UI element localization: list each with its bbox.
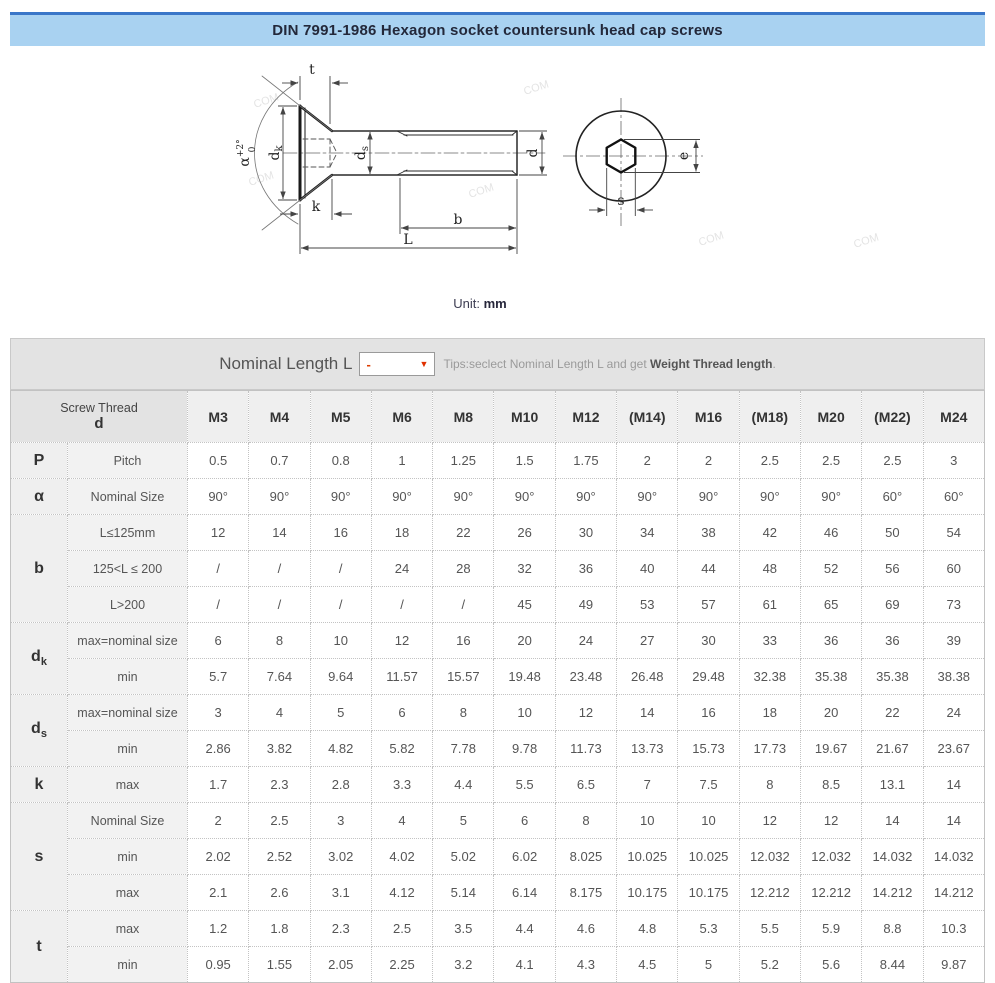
value-cell: 3.1 — [310, 875, 371, 911]
dropdown-arrow-icon: ▼ — [419, 358, 429, 369]
value-cell: 1.75 — [555, 443, 616, 479]
column-header: M5 — [310, 391, 371, 443]
value-cell: 2.05 — [310, 947, 371, 983]
value-cell: 39 — [923, 623, 984, 659]
value-cell: 7.78 — [433, 731, 494, 767]
value-cell: 8 — [739, 767, 800, 803]
page-header — [10, 12, 985, 46]
value-cell: 52 — [800, 551, 861, 587]
value-cell: 2.5 — [739, 443, 800, 479]
value-cell: 10 — [617, 803, 678, 839]
table-row — [11, 803, 985, 839]
value-cell: 6.14 — [494, 875, 555, 911]
value-cell: 23.67 — [923, 731, 984, 767]
value-cell: 5.2 — [739, 947, 800, 983]
row-param-label: t — [11, 911, 68, 983]
value-cell: 8 — [249, 623, 310, 659]
value-cell: 6.02 — [494, 839, 555, 875]
value-cell: 3.02 — [310, 839, 371, 875]
table-row — [11, 839, 985, 875]
value-cell: 90° — [249, 479, 310, 515]
value-cell: 32 — [494, 551, 555, 587]
value-cell: 4 — [371, 803, 432, 839]
screw-end-view — [563, 98, 703, 226]
value-cell: 4.4 — [494, 911, 555, 947]
value-cell: 2.5 — [249, 803, 310, 839]
value-cell: 42 — [739, 515, 800, 551]
value-cell: 12.032 — [739, 839, 800, 875]
value-cell: 16 — [433, 623, 494, 659]
row-sub-label: min — [68, 839, 188, 875]
value-cell: 12 — [800, 803, 861, 839]
value-cell: 50 — [862, 515, 923, 551]
column-header: (M22) — [862, 391, 923, 443]
value-cell: 10 — [678, 803, 739, 839]
tips-prefix: Tips:seclect Nominal Length L and get — [443, 357, 651, 371]
value-cell: 90° — [188, 479, 249, 515]
value-cell: / — [433, 587, 494, 623]
dim-label-d: d — [525, 148, 541, 158]
value-cell: 8.8 — [862, 911, 923, 947]
value-cell: 54 — [923, 515, 984, 551]
value-cell: / — [249, 587, 310, 623]
value-cell: 2 — [188, 803, 249, 839]
value-cell: 10.175 — [617, 875, 678, 911]
value-cell: 5.5 — [494, 767, 555, 803]
value-cell: 16 — [310, 515, 371, 551]
value-cell: 10 — [494, 695, 555, 731]
page-title: DIN 7991-1986 Hexagon socket countersunk head cap screws — [272, 22, 723, 39]
value-cell: 24 — [555, 623, 616, 659]
row-sub-label: L≤125mm — [68, 515, 188, 551]
table-row — [11, 587, 985, 623]
table-row — [11, 947, 985, 983]
table-row — [11, 623, 985, 659]
dim-label-alpha: $\alpha^{+2^\circ}$ 0 — [236, 139, 258, 167]
value-cell: 7.64 — [249, 659, 310, 695]
value-cell: 12.212 — [739, 875, 800, 911]
value-cell: 4.1 — [494, 947, 555, 983]
value-cell: 6 — [371, 695, 432, 731]
value-cell: 12 — [188, 515, 249, 551]
value-cell: 0.5 — [188, 443, 249, 479]
value-cell: 4.8 — [617, 911, 678, 947]
row-sub-label: Nominal Size — [68, 803, 188, 839]
value-cell: 36 — [862, 623, 923, 659]
value-cell: 4.6 — [555, 911, 616, 947]
value-cell: 5 — [433, 803, 494, 839]
value-cell: 5.5 — [739, 911, 800, 947]
column-header: M3 — [188, 391, 249, 443]
value-cell: 26 — [494, 515, 555, 551]
value-cell: 7.5 — [678, 767, 739, 803]
value-cell: 32.38 — [739, 659, 800, 695]
value-cell: 13.73 — [617, 731, 678, 767]
row-param-label: k — [11, 767, 68, 803]
value-cell: 1.25 — [433, 443, 494, 479]
value-cell: 17.73 — [739, 731, 800, 767]
value-cell: 4.02 — [371, 839, 432, 875]
value-cell: 22 — [862, 695, 923, 731]
dim-label-b: b — [453, 212, 463, 228]
value-cell: 1.7 — [188, 767, 249, 803]
value-cell: 28 — [433, 551, 494, 587]
value-cell: 4.5 — [617, 947, 678, 983]
value-cell: 10 — [310, 623, 371, 659]
column-header: M6 — [371, 391, 432, 443]
value-cell: 15.73 — [678, 731, 739, 767]
row-param-label: s — [11, 803, 68, 911]
value-cell: / — [310, 587, 371, 623]
spec-table-body — [11, 443, 985, 983]
value-cell: 90° — [678, 479, 739, 515]
row-sub-label: max=nominal size — [68, 695, 188, 731]
value-cell: 14.032 — [923, 839, 984, 875]
value-cell: 9.87 — [923, 947, 984, 983]
value-cell: 5 — [678, 947, 739, 983]
value-cell: 3 — [310, 803, 371, 839]
value-cell: 12.032 — [800, 839, 861, 875]
table-row — [11, 659, 985, 695]
tips-suffix: . — [772, 357, 776, 371]
value-cell: 9.64 — [310, 659, 371, 695]
value-cell: 2.5 — [371, 911, 432, 947]
value-cell: 20 — [800, 695, 861, 731]
column-header: (M18) — [739, 391, 800, 443]
value-cell: 2 — [678, 443, 739, 479]
value-cell: 60 — [923, 551, 984, 587]
value-cell: 10.175 — [678, 875, 739, 911]
value-cell: 19.67 — [800, 731, 861, 767]
value-cell: 57 — [678, 587, 739, 623]
value-cell: 45 — [494, 587, 555, 623]
dim-label-s: s — [617, 193, 625, 209]
table-row — [11, 767, 985, 803]
value-cell: 23.48 — [555, 659, 616, 695]
technical-drawing — [0, 58, 995, 283]
value-cell: 61 — [739, 587, 800, 623]
watermark-text: COM — [252, 91, 281, 111]
column-header: M8 — [433, 391, 494, 443]
value-cell: 5.14 — [433, 875, 494, 911]
row-sub-label: max — [68, 767, 188, 803]
value-cell: 9.78 — [494, 731, 555, 767]
value-cell: / — [249, 551, 310, 587]
dim-label-ds: $d_s$ — [353, 145, 371, 161]
value-cell: 27 — [617, 623, 678, 659]
value-cell: 35.38 — [862, 659, 923, 695]
row-sub-label: Pitch — [68, 443, 188, 479]
value-cell: 15.57 — [433, 659, 494, 695]
value-cell: 2.8 — [310, 767, 371, 803]
value-cell: 4.82 — [310, 731, 371, 767]
value-cell: 65 — [800, 587, 861, 623]
value-cell: 8.5 — [800, 767, 861, 803]
value-cell: 10.3 — [923, 911, 984, 947]
row-param-label: b — [11, 515, 68, 623]
dim-label-L: L — [403, 232, 413, 248]
value-cell: 44 — [678, 551, 739, 587]
column-header: M24 — [923, 391, 984, 443]
column-header: M20 — [800, 391, 861, 443]
column-header: M12 — [555, 391, 616, 443]
nominal-length-select[interactable] — [359, 352, 435, 376]
value-cell: 18 — [739, 695, 800, 731]
value-cell: 2.5 — [800, 443, 861, 479]
dim-label-k: k — [311, 199, 321, 215]
value-cell: 90° — [555, 479, 616, 515]
row-sub-label: max — [68, 875, 188, 911]
value-cell: / — [188, 551, 249, 587]
value-cell: 0.7 — [249, 443, 310, 479]
value-cell: 10.025 — [617, 839, 678, 875]
unit-value: mm — [483, 296, 507, 311]
value-cell: 49 — [555, 587, 616, 623]
value-cell: 18 — [371, 515, 432, 551]
value-cell: 2.1 — [188, 875, 249, 911]
table-corner-header: Screw Thread d — [11, 391, 188, 443]
value-cell: 53 — [617, 587, 678, 623]
column-header: M10 — [494, 391, 555, 443]
value-cell: 90° — [739, 479, 800, 515]
value-cell: 60° — [862, 479, 923, 515]
value-cell: 14 — [862, 803, 923, 839]
side-view-dimensions — [278, 76, 547, 254]
table-row — [11, 911, 985, 947]
table-row — [11, 515, 985, 551]
value-cell: 14 — [249, 515, 310, 551]
unit-label-text: Unit: — [453, 296, 480, 311]
value-cell: 2.3 — [249, 767, 310, 803]
row-param-label: P — [11, 443, 68, 479]
value-cell: 5 — [310, 695, 371, 731]
value-cell: 90° — [310, 479, 371, 515]
value-cell: 2.02 — [188, 839, 249, 875]
row-sub-label: L>200 — [68, 587, 188, 623]
value-cell: 4.12 — [371, 875, 432, 911]
value-cell: 1.8 — [249, 911, 310, 947]
value-cell: 3 — [188, 695, 249, 731]
row-param-label: $d_k$ — [11, 623, 68, 695]
value-cell: 4.3 — [555, 947, 616, 983]
value-cell: 69 — [862, 587, 923, 623]
value-cell: 56 — [862, 551, 923, 587]
value-cell: 8 — [555, 803, 616, 839]
column-header: (M14) — [617, 391, 678, 443]
column-header: M4 — [249, 391, 310, 443]
value-cell: 5.9 — [800, 911, 861, 947]
value-cell: 19.48 — [494, 659, 555, 695]
value-cell: 1.2 — [188, 911, 249, 947]
tips-bold: Weight Thread length — [650, 357, 773, 371]
value-cell: / — [371, 587, 432, 623]
value-cell: 21.67 — [862, 731, 923, 767]
value-cell: 24 — [923, 695, 984, 731]
column-header: M16 — [678, 391, 739, 443]
value-cell: 11.73 — [555, 731, 616, 767]
row-sub-label: max=nominal size — [68, 623, 188, 659]
value-cell: 29.48 — [678, 659, 739, 695]
table-row — [11, 551, 985, 587]
value-cell: 3.3 — [371, 767, 432, 803]
value-cell: 35.38 — [800, 659, 861, 695]
value-cell: 60° — [923, 479, 984, 515]
dim-label-e: e — [676, 151, 692, 161]
value-cell: 2.3 — [310, 911, 371, 947]
value-cell: 14.212 — [923, 875, 984, 911]
value-cell: 2.86 — [188, 731, 249, 767]
value-cell: 14 — [923, 803, 984, 839]
value-cell: 2.6 — [249, 875, 310, 911]
value-cell: 2 — [617, 443, 678, 479]
row-sub-label: min — [68, 947, 188, 983]
value-cell: 1.55 — [249, 947, 310, 983]
value-cell: 1.5 — [494, 443, 555, 479]
value-cell: / — [188, 587, 249, 623]
table-row — [11, 875, 985, 911]
row-param-label: $d_s$ — [11, 695, 68, 767]
watermark-text: COM — [467, 181, 496, 201]
value-cell: 38 — [678, 515, 739, 551]
row-sub-label: Nominal Size — [68, 479, 188, 515]
value-cell: 5.82 — [371, 731, 432, 767]
value-cell: 11.57 — [371, 659, 432, 695]
value-cell: 30 — [555, 515, 616, 551]
value-cell: 14.212 — [862, 875, 923, 911]
value-cell: 16 — [678, 695, 739, 731]
value-cell: 0.8 — [310, 443, 371, 479]
table-row — [11, 443, 985, 479]
value-cell: 0.95 — [188, 947, 249, 983]
value-cell: 6 — [188, 623, 249, 659]
value-cell: 12 — [739, 803, 800, 839]
value-cell: 14.032 — [862, 839, 923, 875]
value-cell: 20 — [494, 623, 555, 659]
watermark-text: COM — [697, 229, 726, 249]
value-cell: 6.5 — [555, 767, 616, 803]
value-cell: 36 — [800, 623, 861, 659]
value-cell: 48 — [739, 551, 800, 587]
row-sub-label: max — [68, 911, 188, 947]
value-cell: 4 — [249, 695, 310, 731]
value-cell: 38.38 — [923, 659, 984, 695]
value-cell: 3 — [923, 443, 984, 479]
row-sub-label: 125<L ≤ 200 — [68, 551, 188, 587]
unit-label — [0, 296, 960, 311]
dim-label-dk: $d_k$ — [267, 145, 285, 161]
value-cell: 30 — [678, 623, 739, 659]
value-cell: 1 — [371, 443, 432, 479]
watermark-text: COM — [522, 78, 551, 98]
value-cell: 90° — [433, 479, 494, 515]
value-cell: 22 — [433, 515, 494, 551]
value-cell: 7 — [617, 767, 678, 803]
value-cell: 5.3 — [678, 911, 739, 947]
value-cell: 10.025 — [678, 839, 739, 875]
nominal-length-label: Nominal Length L — [219, 354, 353, 373]
row-sub-label: min — [68, 659, 188, 695]
value-cell: 40 — [617, 551, 678, 587]
value-cell: 3.5 — [433, 911, 494, 947]
value-cell: 8 — [433, 695, 494, 731]
value-cell: 13.1 — [862, 767, 923, 803]
value-cell: 12 — [555, 695, 616, 731]
spec-table — [10, 390, 985, 983]
value-cell: 5.6 — [800, 947, 861, 983]
table-row — [11, 695, 985, 731]
value-cell: 33 — [739, 623, 800, 659]
value-cell: 90° — [617, 479, 678, 515]
value-cell: 36 — [555, 551, 616, 587]
value-cell: / — [310, 551, 371, 587]
value-cell: 90° — [800, 479, 861, 515]
value-cell: 34 — [617, 515, 678, 551]
value-cell: 14 — [617, 695, 678, 731]
row-param-label: α — [11, 479, 68, 515]
value-cell: 8.025 — [555, 839, 616, 875]
value-cell: 14 — [923, 767, 984, 803]
value-cell: 2.5 — [862, 443, 923, 479]
watermark-text: COM — [247, 169, 276, 189]
value-cell: 12.212 — [800, 875, 861, 911]
value-cell: 26.48 — [617, 659, 678, 695]
length-selector-panel — [10, 338, 985, 390]
value-cell: 3.2 — [433, 947, 494, 983]
row-sub-label: min — [68, 731, 188, 767]
value-cell: 73 — [923, 587, 984, 623]
value-cell: 90° — [494, 479, 555, 515]
selected-length-value: - — [366, 356, 371, 372]
value-cell: 3.82 — [249, 731, 310, 767]
value-cell: 24 — [371, 551, 432, 587]
value-cell: 8.44 — [862, 947, 923, 983]
watermark-text: COM — [852, 231, 881, 251]
value-cell: 5.02 — [433, 839, 494, 875]
value-cell: 90° — [371, 479, 432, 515]
value-cell: 46 — [800, 515, 861, 551]
value-cell: 4.4 — [433, 767, 494, 803]
value-cell: 5.7 — [188, 659, 249, 695]
table-row — [11, 479, 985, 515]
table-row — [11, 731, 985, 767]
value-cell: 8.175 — [555, 875, 616, 911]
dim-label-t: t — [309, 62, 315, 78]
value-cell: 2.25 — [371, 947, 432, 983]
value-cell: 12 — [371, 623, 432, 659]
value-cell: 6 — [494, 803, 555, 839]
spec-table-head — [11, 391, 985, 443]
selector-tips — [443, 357, 775, 371]
value-cell: 2.52 — [249, 839, 310, 875]
